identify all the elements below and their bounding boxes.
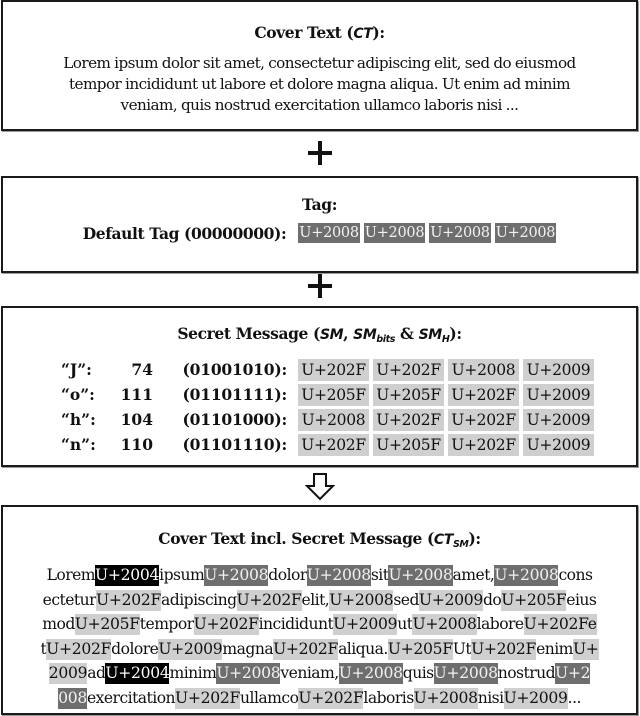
code-chip: U+205F — [387, 639, 453, 658]
sm-code-chip: U+202F — [448, 384, 519, 406]
title-prefix: Cover Text ( — [254, 23, 354, 42]
cover-text-with-secret-line — [17, 637, 623, 662]
cover-word: ad — [87, 664, 106, 682]
cover-word: cons — [558, 566, 593, 584]
title-suffix: ): — [449, 324, 462, 343]
code-chip: U+2008 — [204, 566, 269, 584]
cover-word: amet, — [452, 566, 495, 584]
cover-word: ... — [567, 688, 581, 707]
sm-codes — [298, 434, 594, 456]
title-prefix: Cover Text incl. Secret Message ( — [158, 529, 434, 548]
tag-code-chip: U+2008 — [430, 225, 490, 241]
cover-word: dolore — [111, 639, 159, 658]
sm-codes — [298, 384, 594, 406]
sm-decimal: 104 — [120, 410, 153, 429]
sm-code-chip: U+202F — [448, 434, 519, 456]
default-tag-label: Default Tag (00000000): — [82, 223, 287, 243]
default-tag-row — [3, 223, 636, 243]
code-chip: U+2008 — [329, 590, 394, 609]
code-chip: U+202F — [193, 615, 259, 633]
cover-word: labore — [476, 615, 524, 633]
sm-symbol: SM — [319, 327, 344, 343]
sm-char: “n”: — [61, 435, 96, 454]
code-chip: U+2008 — [413, 688, 478, 707]
title-amp: & — [395, 324, 419, 343]
tag-code-chip: U+2008 — [495, 225, 556, 241]
code-chip: U+202Fe — [523, 615, 597, 633]
sm-binary: (01101000): — [182, 410, 287, 429]
cover-word: adipiscing — [161, 590, 237, 609]
cover-text-with-secret-line — [17, 588, 623, 613]
sm-code-chip: U+202F — [298, 434, 369, 456]
cover-word: veniam, — [280, 664, 339, 682]
cover-text-title — [3, 23, 636, 44]
cover-word: eius — [566, 590, 597, 609]
sm-code-chip: U+202F — [373, 409, 444, 431]
title-suffix: ): — [372, 23, 385, 42]
h-subscript: H — [441, 334, 450, 345]
cover-text-line: veniam, quis nostrud exercitation ullamco laboris nisi ... — [120, 96, 519, 114]
tag-code-chip: U+2008 — [364, 225, 425, 241]
code-chip: U+2008 — [412, 615, 477, 633]
plus-icon — [308, 274, 332, 298]
cover-word: Ut — [452, 639, 472, 658]
cover-word: nisi — [477, 688, 504, 707]
cover-word: ectetur — [42, 590, 97, 609]
sm-codes — [298, 409, 594, 431]
cover-text-line: tempor incididunt ut labore et dolore magna aliqua. Ut enim ad minim — [68, 75, 571, 93]
sm-decimal: 74 — [131, 360, 153, 379]
sm-code-chip: U+202F — [298, 359, 369, 381]
code-chip: U+ — [572, 639, 599, 658]
secret-message-row — [3, 432, 636, 457]
code-chip: U+2004 — [105, 664, 170, 682]
cover-text-line: Lorem ipsum dolor sit amet, consectetur adipiscing elit, sed do eiusmod — [63, 54, 576, 72]
cover-text-body — [20, 53, 620, 116]
cover-word: tempor — [139, 615, 194, 633]
code-chip: 2009 — [48, 664, 88, 682]
sm-binary: (01101110): — [182, 435, 287, 454]
sm-char: “J”: — [61, 360, 92, 379]
cover-word: laboris — [363, 688, 414, 707]
sm-code-chip: U+2008 — [298, 409, 369, 431]
cover-word: ut — [397, 615, 413, 633]
sm-char: “h”: — [61, 410, 96, 429]
sm-decimal: 111 — [120, 385, 153, 404]
cover-word: sit — [370, 566, 389, 584]
code-chip: U+202F — [471, 639, 537, 658]
sm-char: “o”: — [61, 385, 95, 404]
code-chip: U+2008 — [216, 664, 281, 682]
secret-message-table — [3, 357, 636, 457]
sm-code-chip: U+202F — [373, 359, 444, 381]
secret-message-title — [3, 324, 636, 350]
cover-text-with-secret-line — [17, 563, 623, 588]
cover-word: quis — [402, 664, 434, 682]
code-chip: U+202F — [46, 639, 112, 658]
code-chip: U+2009 — [158, 639, 223, 658]
sm-subscript: SM — [452, 539, 469, 550]
cover-word: magna — [222, 639, 274, 658]
code-chip: U+202F — [236, 590, 302, 609]
code-chip: U+2004 — [95, 566, 160, 584]
title-sep: , — [343, 324, 354, 343]
title-suffix: ): — [468, 529, 481, 548]
sm-codes — [298, 359, 594, 381]
down-arrow-icon — [305, 473, 335, 501]
cover-word: aliqua. — [338, 639, 388, 658]
sm-code-chip: U+2009 — [523, 434, 594, 456]
code-chip: U+2008 — [306, 566, 371, 584]
cover-word: Lorem — [46, 566, 96, 584]
cover-word: exercitation — [86, 688, 176, 707]
sm-code-chip: U+2008 — [448, 359, 519, 381]
plus-icon — [308, 141, 332, 165]
cover-text-with-secret-line — [17, 661, 623, 686]
sm-code-chip: U+2009 — [523, 359, 594, 381]
title-prefix: Secret Message ( — [177, 324, 320, 343]
code-chip: U+2008 — [433, 664, 498, 682]
code-chip: U+205F — [74, 615, 140, 633]
code-chip: U+202F — [175, 688, 241, 707]
tag-title: Tag: — [301, 195, 338, 214]
cover-word: dolor — [268, 566, 307, 584]
ct-symbol: CT — [353, 26, 373, 42]
cover-word: elit, — [301, 590, 330, 609]
cover-word: sed — [393, 590, 419, 609]
cover-text-with-secret-box — [1, 505, 638, 715]
cover-word: ullamco — [240, 688, 299, 707]
code-chip: 008 — [58, 688, 87, 707]
sm-code-chip: U+202F — [448, 409, 519, 431]
cover-word: mod — [42, 615, 75, 633]
sm-code-chip: U+2009 — [523, 384, 594, 406]
sm-h-symbol: SM — [418, 327, 442, 343]
cover-word: nostrud — [497, 664, 556, 682]
sm-code-chip: U+2009 — [523, 409, 594, 431]
sm-code-chip: U+205F — [298, 384, 369, 406]
secret-message-box — [1, 306, 638, 467]
secret-message-row — [3, 407, 636, 432]
cover-word: do — [482, 590, 502, 609]
sm-code-chip: U+205F — [373, 434, 444, 456]
code-chip: U+202F — [273, 639, 339, 658]
cover-text-with-secret-line — [17, 612, 623, 637]
code-chip: U+2009 — [503, 688, 568, 707]
sm-binary: (01101111): — [182, 385, 287, 404]
code-chip: U+2009 — [333, 615, 398, 633]
cover-text-with-secret-body — [17, 563, 623, 710]
cover-word: enim — [536, 639, 573, 658]
code-chip: U+2008 — [494, 566, 559, 584]
secret-message-row — [3, 357, 636, 382]
ct-symbol: CT — [433, 532, 453, 548]
cover-word: t — [40, 639, 47, 658]
bits-subscript: bits — [376, 334, 396, 345]
cover-word: ipsum — [159, 566, 205, 584]
cover-text-with-secret-line — [17, 686, 623, 711]
sm-bits-symbol: SM — [353, 327, 377, 343]
sm-code-chip: U+205F — [373, 384, 444, 406]
tag-code-chip: U+2008 — [299, 225, 359, 241]
code-chip: U+2008 — [338, 664, 403, 682]
code-chip: U+2009 — [418, 590, 483, 609]
secret-message-row — [3, 382, 636, 407]
sm-binary: (01001010): — [182, 360, 287, 379]
cover-word: incididunt — [258, 615, 334, 633]
code-chip: U+2 — [555, 664, 591, 682]
code-chip: U+205F — [501, 590, 567, 609]
code-chip: U+2008 — [388, 566, 453, 584]
cover-text-box — [1, 0, 638, 131]
tag-box — [1, 176, 638, 273]
code-chip: U+202F — [298, 688, 364, 707]
cover-text-with-secret-title — [3, 529, 636, 555]
sm-decimal: 110 — [120, 435, 153, 454]
cover-word: minim — [169, 664, 217, 682]
code-chip: U+202F — [96, 590, 162, 609]
